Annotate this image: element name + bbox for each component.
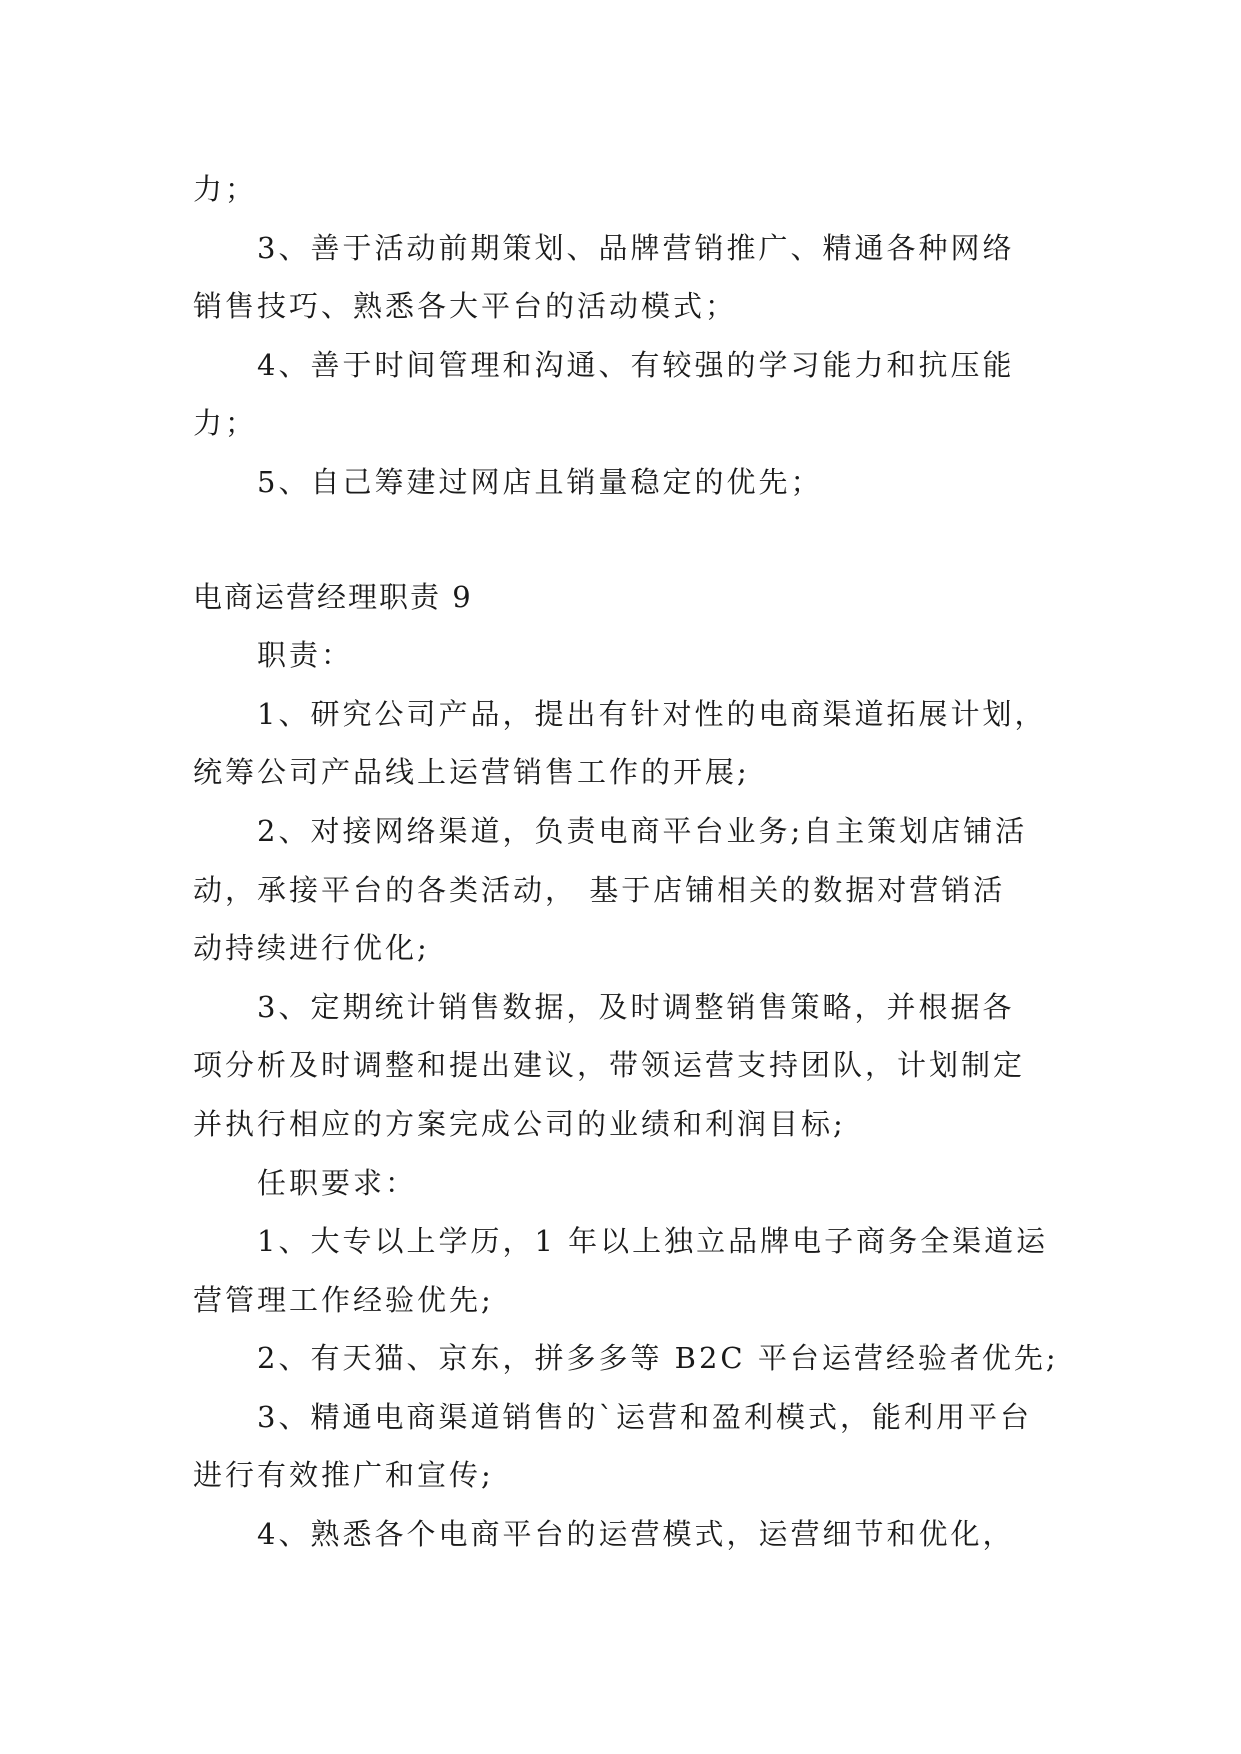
paragraph-line: 5、自己筹建过网店且销量稳定的优先； bbox=[257, 464, 823, 499]
section-spacer bbox=[193, 512, 1053, 568]
paragraph-line: 统筹公司产品线上运营销售工作的开展; bbox=[193, 755, 750, 790]
paragraph-line: 3、善于活动前期策划、品牌营销推广、精通各种网络 bbox=[257, 230, 1015, 265]
section-heading: 电商运营经理职责 9 bbox=[193, 579, 473, 614]
paragraph-line: 力； bbox=[193, 406, 258, 441]
paragraph-line: 2、对接网络渠道，负责电商平台业务;自主策划店铺活 bbox=[257, 813, 1028, 848]
paragraph-line: 2、有天猫、京东，拼多多等 B2C 平台运营经验者优先; bbox=[257, 1341, 1059, 1376]
paragraph-line: 4、熟悉各个电商平台的运营模式，运营细节和优化， bbox=[257, 1517, 1015, 1552]
paragraph-line: 动持续进行优化; bbox=[193, 931, 430, 966]
paragraph-line: 1、研究公司产品，提出有针对性的电商渠道拓展计划， bbox=[257, 696, 1047, 731]
paragraph-line: 并执行相应的方案完成公司的业绩和利润目标; bbox=[193, 1106, 846, 1141]
paragraph-line: 职责： bbox=[257, 638, 354, 673]
paragraph-line: 4、善于时间管理和沟通、有较强的学习能力和抗压能 bbox=[257, 347, 1015, 382]
paragraph-line: 1、大专以上学历，1 年以上独立品牌电子商务全渠道运 bbox=[257, 1224, 1049, 1259]
paragraph-line: 动，承接平台的各类活动， 基于店铺相关的数据对营销活 bbox=[193, 872, 1006, 907]
paragraph-line: 3、定期统计销售数据，及时调整销售策略，并根据各 bbox=[257, 989, 1015, 1024]
paragraph-line: 销售技巧、熟悉各大平台的活动模式； bbox=[193, 289, 738, 324]
paragraph-line: 力； bbox=[193, 172, 258, 206]
document-body bbox=[193, 160, 1059, 1564]
paragraph-line: 任职要求： bbox=[257, 1165, 418, 1200]
paragraph-line: 进行有效推广和宣传; bbox=[193, 1458, 494, 1493]
paragraph-line: 3、精通电商渠道销售的`运营和盈利模式，能利用平台 bbox=[257, 1399, 1032, 1434]
paragraph-line: 项分析及时调整和提出建议，带领运营支持团队，计划制定 bbox=[193, 1048, 1026, 1083]
paragraph-line: 营管理工作经验优先; bbox=[193, 1282, 494, 1317]
